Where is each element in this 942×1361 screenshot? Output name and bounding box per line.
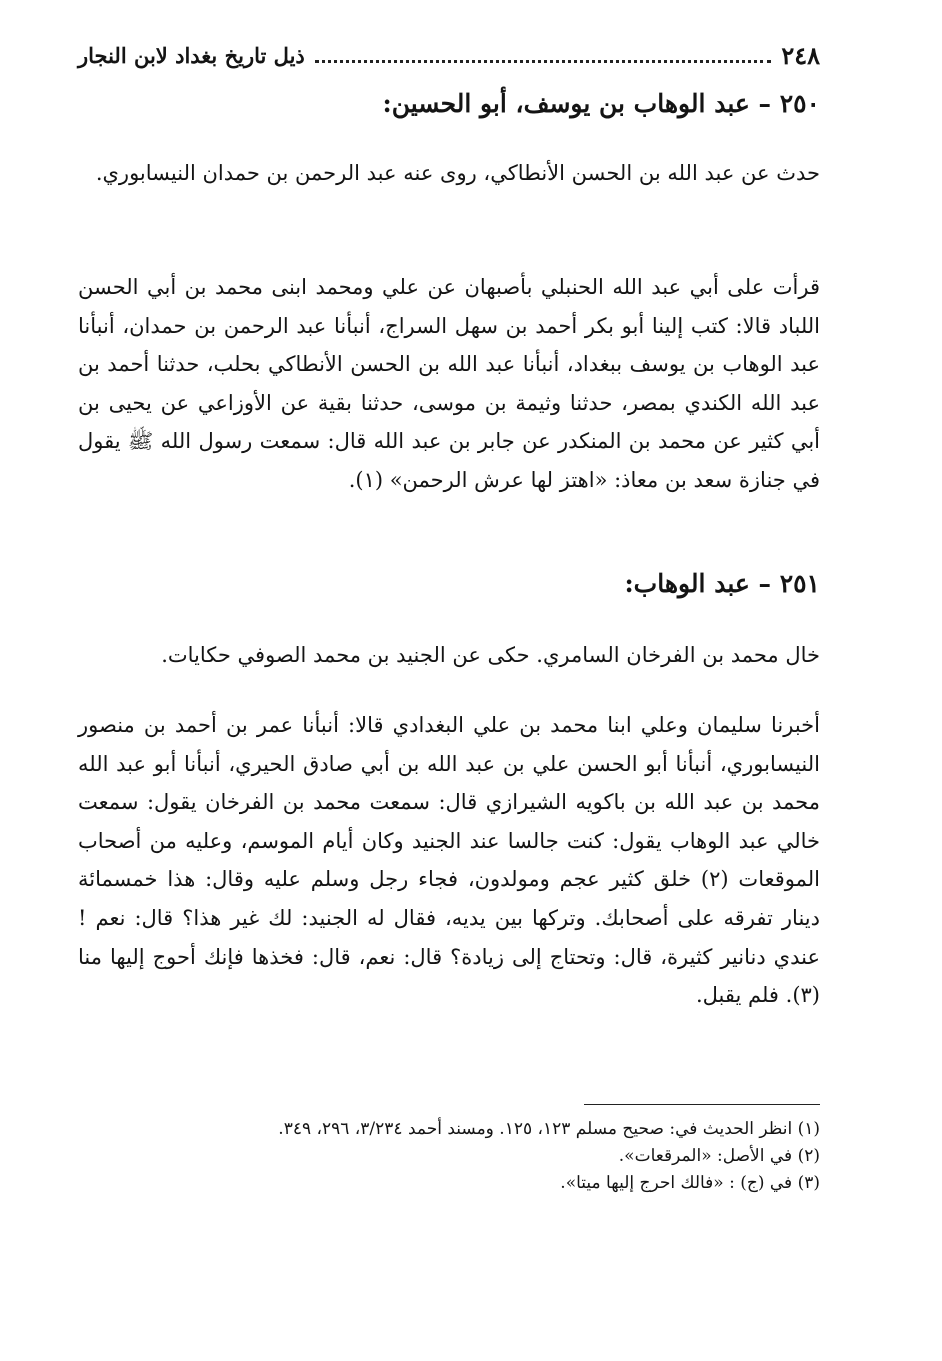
footnotes [78, 1116, 820, 1197]
page-number: ٢٤٨ [781, 40, 820, 70]
footnote-3: (٣) في (ج) : «فالك احرج إليها ميتا». [560, 1173, 820, 1193]
footnote-separator [584, 1104, 820, 1105]
footnote-1: (١) انظر الحديث في: صحيح مسلم ١٢٣، ١٢٥. ومسند أحمد ٣/٢٣٤، ٢٩٦، ٣٤٩. [278, 1119, 820, 1139]
entry-250-paragraph-2: قرأت على أبي عبد الله الحنبلي بأصبهان عن علي ومحمد ابنى محمد بن أبي الحسن اللباد قالا: كتب إلينا أبو بكر أحمد بن سهل السراج، أنبأنا عبد الرحمن بن حمدان، أنبأنا عبد الوهاب بن يوسف ببغداد، أنبأنا عبد الله بن الحسن الأنطاكي بحلب، حدثنا أحمد بن عبد الله الكندي بمصر، حدثنا وثيمة بن موسى، حدثنا بقية عن الأوزاعي عن يحيى بن أبي كثير عن محمد بن المنكدر عن جابر بن عبد الله قال: سمعت رسول الله ﷺ يقول في جنازة سعد بن معاذ: «اهتز لها عرش الرحمن» (١). [78, 275, 820, 492]
book-title: ذيل تاريخ بغداد لابن النجار [78, 42, 305, 68]
book-page [78, 0, 820, 1361]
entry-251-paragraph-2: أخبرنا سليمان وعلي ابنا محمد بن علي البغدادي قالا: أنبأنا عمر بن أحمد بن منصور النيسابوري، أنبأنا أبو الحسن علي بن عبد الله بن أبي صادق الحيري، أنبأنا أبو عبد الله محمد بن عبد الله بن باكويه الشيرازي قال: سمعت محمد بن الفرخان يقول: سمعت خالي عبد الوهاب يقول: كنت جالسا عند الجنيد وكان أيام الموسم، وعليه من أصحاب الموقعات (٢) خلق كثير عجم ومولدون، فجاء رجل وسلم عليه وقال: هذا خمسمائة دينار تفرقه على أصحابك. وتركها بين يديه، فقال له الجنيد: لك غير هذا؟ قال: نعم ! عندي دنانير كثيرة، قال: وتحتاج إلى زيادة؟ قال: نعم، قال: فخذها فإنك أحوج إليها منا (٣). فلم يقبل. [78, 713, 820, 1008]
entry-heading-251: ٢٥١ – عبد الوهاب: [624, 569, 820, 598]
footnote-2: (٢) في الأصل: «المرقعات». [618, 1146, 820, 1166]
entry-250-paragraph-1: حدث عن عبد الله بن الحسن الأنطاكي، روى عنه عبد الرحمن بن حمدان النيسابوري. [95, 161, 820, 185]
entry-heading-250: ٢٥٠ – عبد الوهاب بن يوسف، أبو الحسين: [382, 89, 820, 118]
running-header [78, 38, 820, 72]
entry-251-paragraph-1: خال محمد بن الفرخان السامري. حكى عن الجنيد بن محمد الصوفي حكايات. [161, 643, 820, 667]
header-dot-leader [315, 59, 772, 63]
